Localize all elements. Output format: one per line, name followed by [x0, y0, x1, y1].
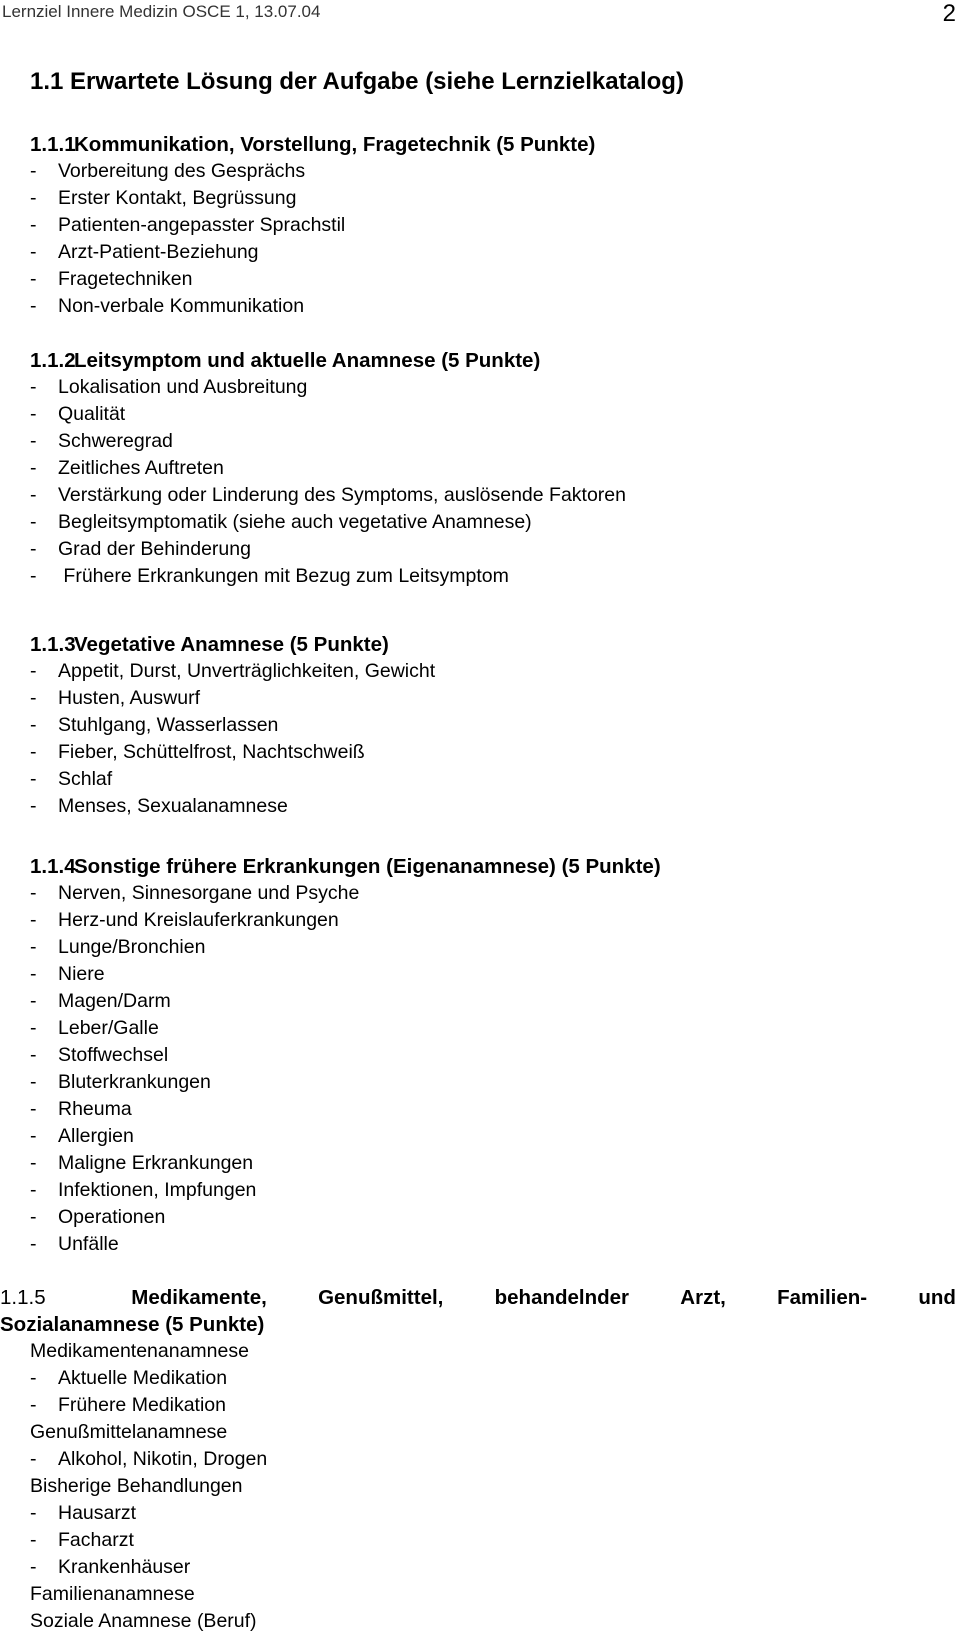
list-item — [30, 239, 954, 266]
list-item — [30, 1231, 954, 1258]
section-number: 1.1.1 — [30, 133, 76, 156]
list-item — [30, 1554, 956, 1581]
list-item — [30, 739, 954, 766]
dash: - — [30, 1233, 37, 1255]
list-item — [30, 212, 954, 239]
item-text: Erster Kontakt, Begrüssung — [58, 187, 297, 209]
item-text: Stuhlgang, Wasserlassen — [58, 714, 279, 736]
item-text: Verstärkung oder Linderung des Symptoms, auslösende Faktoren — [58, 484, 626, 506]
item-text: Husten, Auswurf — [58, 687, 200, 709]
item-text: Appetit, Durst, Unverträglichkeiten, Gewicht — [58, 660, 436, 682]
title-word: Familien- — [777, 1286, 868, 1309]
item-text: Maligne Erkrankungen — [58, 1152, 254, 1174]
section-medikamente — [0, 1284, 956, 1635]
list-item — [30, 185, 954, 212]
list-item — [30, 1392, 956, 1419]
dash: - — [30, 457, 37, 479]
section-title-text: Sonstige frühere Erkrankungen (Eigenanamnese) (5 Punkte) — [74, 855, 661, 878]
dash: - — [30, 882, 37, 904]
section-title-text: Vegetative Anamnese (5 Punkte) — [74, 633, 389, 656]
list-item — [30, 1096, 954, 1123]
list-item — [30, 961, 954, 988]
item-text: Leber/Galle — [58, 1017, 159, 1039]
main-heading: 1.1 Erwartete Lösung der Aufgabe (siehe Lernzielkatalog) — [30, 68, 684, 95]
item-text: Niere — [58, 963, 105, 985]
dash: - — [30, 1206, 37, 1228]
dash: - — [30, 1556, 37, 1578]
dash: - — [30, 795, 37, 817]
dash: - — [30, 909, 37, 931]
list-item — [30, 1015, 954, 1042]
title-word: Medikamente, — [131, 1286, 267, 1309]
dash: - — [30, 1125, 37, 1147]
title-word: Arzt, — [680, 1286, 726, 1309]
group-heading: Soziale Anamnese (Beruf) — [30, 1610, 257, 1632]
section-title-text: Leitsymptom und aktuelle Anamnese (5 Punkte) — [74, 349, 541, 372]
item-text: Arzt-Patient-Beziehung — [58, 241, 259, 263]
section-title-line2: Sozialanamnese (5 Punkte) — [0, 1313, 265, 1336]
list-item — [30, 536, 954, 563]
section-title-text: Kommunikation, Vorstellung, Fragetechnik (5 Punkte) — [74, 133, 596, 156]
dash: - — [30, 565, 37, 587]
group-heading: Familienanamnese — [30, 1583, 195, 1605]
list-item — [30, 1204, 954, 1231]
item-text: Bluterkrankungen — [58, 1071, 211, 1093]
item-text: Non-verbale Kommunikation — [58, 295, 305, 317]
section-title — [30, 347, 954, 374]
list-item — [30, 563, 954, 590]
dash: - — [30, 660, 37, 682]
dash: - — [30, 268, 37, 290]
dash: - — [30, 1367, 37, 1389]
item-text: Frühere Erkrankungen mit Bezug zum Leitsymptom — [58, 565, 509, 587]
dash: - — [30, 1179, 37, 1201]
dash: - — [30, 1529, 37, 1551]
item-text: Schlaf — [58, 768, 113, 790]
item-text: Stoffwechsel — [58, 1044, 169, 1066]
item-text: Herz-und Kreislauferkrankungen — [58, 909, 339, 931]
item-text: Rheuma — [58, 1098, 132, 1120]
list-item — [30, 509, 954, 536]
item-text: Alkohol, Nikotin, Drogen — [58, 1448, 268, 1470]
dash: - — [30, 936, 37, 958]
section-body — [0, 1338, 956, 1635]
item-text: Magen/Darm — [58, 990, 171, 1012]
item-text: Menses, Sexualanamnese — [58, 795, 288, 817]
dash: - — [30, 484, 37, 506]
item-text: Lunge/Bronchien — [58, 936, 206, 958]
section-title — [30, 131, 954, 158]
item-text: Patienten-angepasster Sprachstil — [58, 214, 346, 236]
dash: - — [30, 376, 37, 398]
section-title-line1 — [0, 1284, 956, 1311]
title-word: Genußmittel, — [318, 1286, 444, 1309]
dash: - — [30, 741, 37, 763]
item-text: Frühere Medikation — [58, 1394, 226, 1416]
section-number: 1.1.5 — [0, 1286, 46, 1309]
dash: - — [30, 963, 37, 985]
title-word: behandelnder — [494, 1286, 630, 1309]
item-text: Operationen — [58, 1206, 166, 1228]
dash: - — [30, 295, 37, 317]
item-text: Vorbereitung des Gesprächs — [58, 160, 306, 182]
list-item — [30, 374, 954, 401]
list-item — [30, 1446, 956, 1473]
dash: - — [30, 1098, 37, 1120]
list-item — [30, 766, 954, 793]
header-title: Lernziel Innere Medizin OSCE 1, 13.07.04 — [2, 2, 321, 21]
list-item — [30, 1527, 956, 1554]
list-item — [30, 988, 954, 1015]
list-item — [30, 907, 954, 934]
dash: - — [30, 687, 37, 709]
item-text: Allergien — [58, 1125, 134, 1147]
title-word: und — [918, 1286, 956, 1309]
list-item — [30, 1500, 956, 1527]
dash: - — [30, 1044, 37, 1066]
list-item — [30, 1123, 954, 1150]
group-heading: Genußmittelanamnese — [30, 1421, 228, 1443]
item-text: Unfälle — [58, 1233, 119, 1255]
section-kommunikation — [30, 131, 954, 320]
dash: - — [30, 187, 37, 209]
list-item — [30, 1150, 954, 1177]
dash: - — [30, 1448, 37, 1470]
item-text: Fieber, Schüttelfrost, Nachtschweiß — [58, 741, 365, 763]
dash: - — [30, 1152, 37, 1174]
list-item — [30, 934, 954, 961]
dash: - — [30, 511, 37, 533]
dash: - — [30, 1071, 37, 1093]
group-heading: Bisherige Behandlungen — [30, 1475, 243, 1497]
list-item — [30, 658, 954, 685]
list-item — [30, 1177, 954, 1204]
list-item — [30, 1365, 956, 1392]
dash: - — [30, 160, 37, 182]
section-number: 1.1.3 — [30, 633, 76, 656]
dash: - — [30, 714, 37, 736]
list-item — [30, 880, 954, 907]
section-number: 1.1.4 — [30, 855, 76, 878]
section-eigenanamnese — [30, 853, 954, 1258]
list-item — [30, 793, 954, 820]
page-number: 2 — [942, 0, 956, 27]
item-text: Qualität — [58, 403, 126, 425]
list-item — [30, 482, 954, 509]
list-item — [30, 293, 954, 320]
list-item — [30, 685, 954, 712]
section-number: 1.1.2 — [30, 349, 76, 372]
item-text: Infektionen, Impfungen — [58, 1179, 257, 1201]
list-item — [30, 428, 954, 455]
section-title — [30, 631, 954, 658]
page-header — [0, 0, 960, 26]
group-heading: Medikamentenanamnese — [30, 1340, 249, 1362]
list-item — [30, 455, 954, 482]
dash: - — [30, 1502, 37, 1524]
dash: - — [30, 430, 37, 452]
item-text: Hausarzt — [58, 1502, 137, 1524]
dash: - — [30, 538, 37, 560]
dash: - — [30, 214, 37, 236]
dash: - — [30, 403, 37, 425]
item-text: Aktuelle Medikation — [58, 1367, 228, 1389]
item-text: Nerven, Sinnesorgane und Psyche — [58, 882, 360, 904]
item-text: Zeitliches Auftreten — [58, 457, 224, 479]
section-vegetative — [30, 631, 954, 820]
list-item — [30, 1069, 954, 1096]
list-item — [30, 401, 954, 428]
item-text: Grad der Behinderung — [58, 538, 251, 560]
item-text: Schweregrad — [58, 430, 173, 452]
list-item — [30, 712, 954, 739]
dash: - — [30, 990, 37, 1012]
dash: - — [30, 1017, 37, 1039]
section-title — [30, 853, 954, 880]
dash: - — [30, 241, 37, 263]
item-text: Krankenhäuser — [58, 1556, 191, 1578]
list-item — [30, 1042, 954, 1069]
list-item — [30, 266, 954, 293]
dash: - — [30, 1394, 37, 1416]
section-leitsymptom — [30, 347, 954, 590]
dash: - — [30, 768, 37, 790]
item-text: Lokalisation und Ausbreitung — [58, 376, 308, 398]
item-text: Begleitsymptomatik (siehe auch vegetative Anamnese) — [58, 511, 532, 533]
item-text: Fragetechniken — [58, 268, 193, 290]
list-item — [30, 158, 954, 185]
item-text: Facharzt — [58, 1529, 134, 1551]
